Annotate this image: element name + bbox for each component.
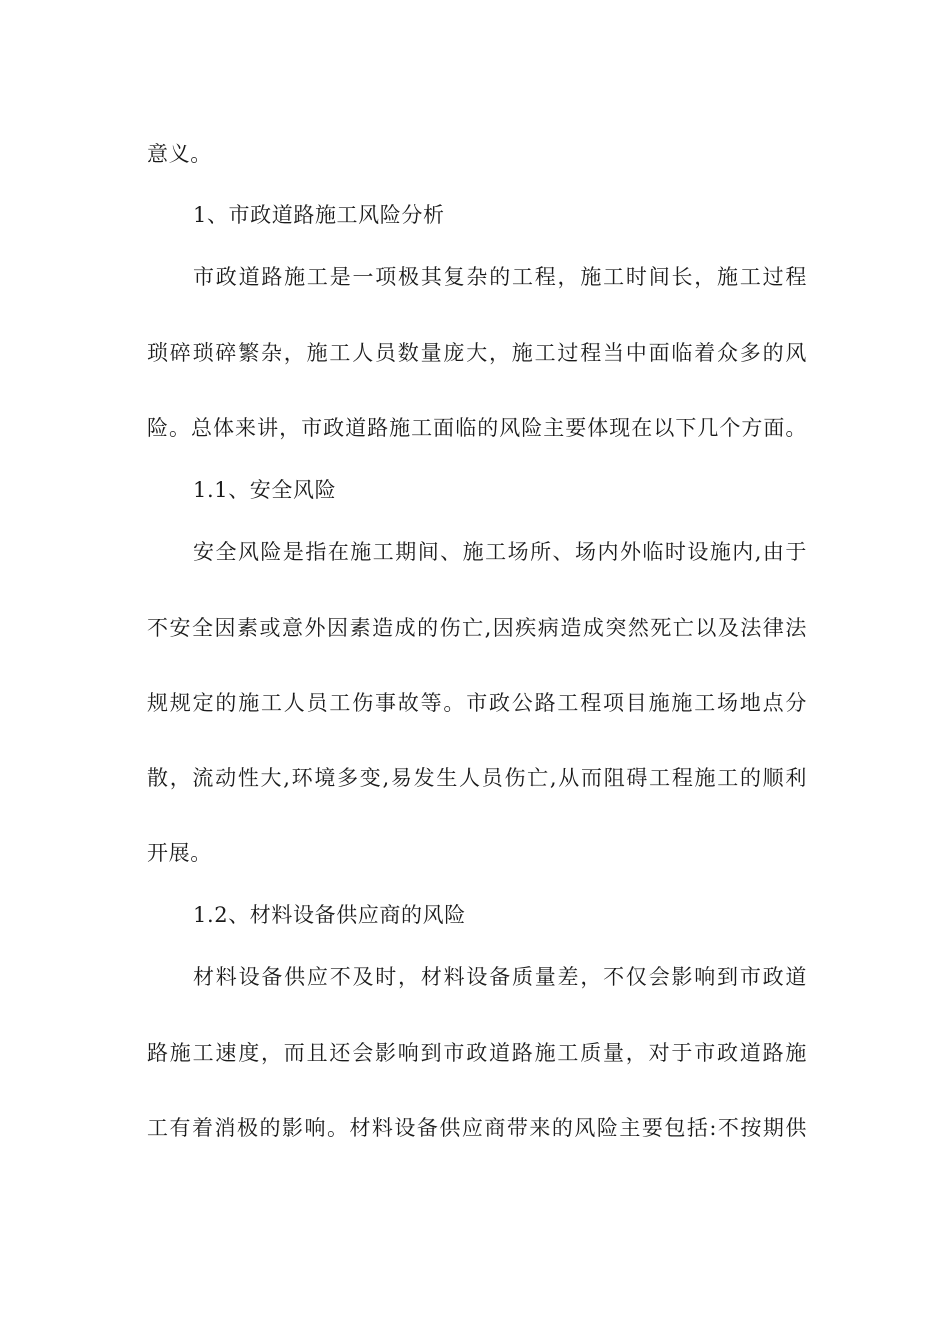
paragraph-line: 材料设备供应不及时，材料设备质量差，不仅会影响到市政道 (193, 965, 807, 989)
paragraph-line: 市政道路施工是一项极其复杂的工程，施工时间长，施工过程 (193, 265, 807, 289)
paragraph-line: 路施工速度，而且还会影响到市政道路施工质量，对于市政道路施 (147, 1041, 807, 1065)
paragraph-line: 散，流动性大,环境多变,易发生人员伤亡,从而阻碍工程施工的顺利 (147, 766, 807, 790)
paragraph-line: 安全风险是指在施工期间、施工场所、场内外临时设施内,由于 (193, 540, 807, 564)
paragraph-line: 开展。 (147, 841, 212, 865)
paragraph-line: 琐碎琐碎繁杂，施工人员数量庞大，施工过程当中面临着众多的风 (147, 341, 807, 365)
paragraph-line-continuation: 意义。 (147, 142, 212, 166)
paragraph-line: 规规定的施工人员工伤事故等。市政公路工程项目施施工场地点分 (147, 691, 807, 715)
paragraph-line: 险。总体来讲，市政道路施工面临的风险主要体现在以下几个方面。 (147, 416, 807, 440)
paragraph-line: 工有着消极的影响。材料设备供应商带来的风险主要包括:不按期供 (147, 1116, 807, 1140)
paragraph-line: 不安全因素或意外因素造成的伤亡,因疾病造成突然死亡以及法律法 (147, 616, 807, 640)
section-heading-1-1: 1.1、安全风险 (193, 478, 337, 502)
section-heading-1: 1、市政道路施工风险分析 (193, 203, 445, 227)
section-heading-1-2: 1.2、材料设备供应商的风险 (193, 903, 466, 927)
